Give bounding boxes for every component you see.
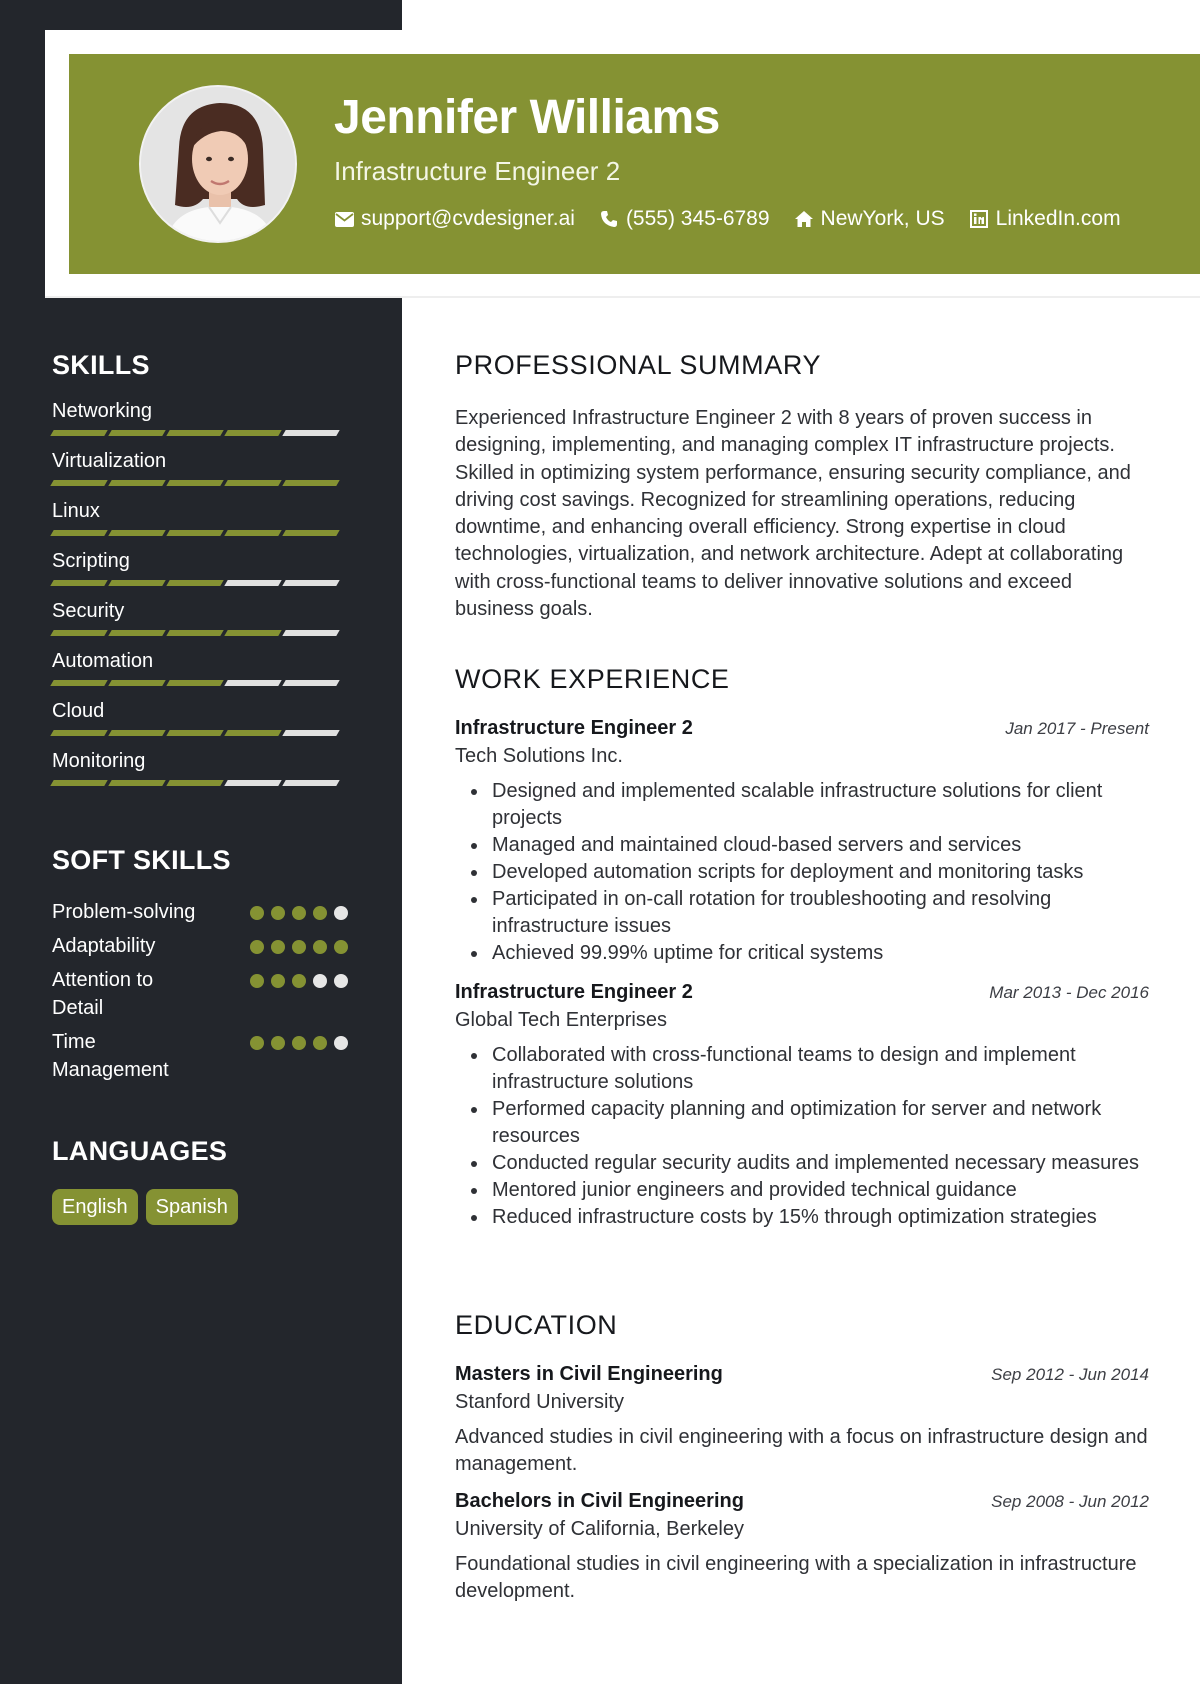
- skill-item: [52, 449, 348, 499]
- soft-skill-item: [52, 932, 348, 966]
- soft-skill-rating: [243, 940, 348, 954]
- candidate-title: Infrastructure Engineer 2: [334, 156, 621, 186]
- experience-section: [455, 664, 1149, 1231]
- list-item: Developed automation scripts for deployment and monitoring tasks: [455, 859, 1149, 886]
- entry-header: [455, 717, 1149, 740]
- rating-dot-filled: [334, 940, 348, 954]
- contact-location-text: NewYork, US: [820, 207, 945, 230]
- skill-item: [52, 499, 348, 549]
- skill-label: Linux: [52, 500, 100, 522]
- soft-skill-item: [52, 966, 348, 1028]
- summary-section: [455, 350, 1149, 623]
- skill-segment-filled: [50, 630, 107, 636]
- soft-skill-label: Problem-solving: [52, 901, 196, 923]
- skill-label: Automation: [52, 650, 154, 672]
- education-dates: Sep 2008 - Jun 2012: [991, 1492, 1149, 1511]
- skill-segment-filled: [224, 430, 281, 436]
- language-tags: [52, 1189, 348, 1225]
- skill-item: [52, 549, 348, 599]
- envelope-icon: [334, 209, 354, 229]
- contact-linkedin[interactable]: [969, 207, 1121, 231]
- skill-label: Cloud: [52, 700, 105, 722]
- languages-section: [52, 1136, 348, 1225]
- skill-label: Networking: [52, 400, 153, 422]
- contact-row: [334, 207, 1145, 231]
- list-item: Mentored junior engineers and provided technical guidance: [455, 1177, 1149, 1204]
- rating-dot-filled: [292, 974, 306, 988]
- contact-email-text: support@cvdesigner.ai: [361, 207, 575, 230]
- skill-segment-empty: [224, 780, 281, 786]
- skill-segment-filled: [108, 780, 165, 786]
- skill-segment-filled: [108, 530, 165, 536]
- candidate-name: Jennifer Williams: [334, 91, 720, 144]
- skill-segment-filled: [50, 530, 107, 536]
- skill-segment-filled: [224, 480, 281, 486]
- skill-item: [52, 749, 348, 799]
- rating-dot-filled: [313, 940, 327, 954]
- list-item: Conducted regular security audits and implemented necessary measures: [455, 1150, 1149, 1177]
- soft-skill-item: [52, 898, 348, 932]
- skill-level-bar: [52, 430, 348, 436]
- skill-segment-filled: [166, 780, 223, 786]
- job-bullets: [455, 778, 1149, 967]
- list-item: Managed and maintained cloud-based servers and services: [455, 832, 1149, 859]
- company-name: Tech Solutions Inc.: [455, 745, 623, 767]
- skill-segment-filled: [166, 680, 223, 686]
- rating-dot-filled: [271, 1036, 285, 1050]
- degree-title: Masters in Civil Engineering: [455, 1363, 723, 1385]
- skill-segment-filled: [224, 630, 281, 636]
- experience-heading: WORK EXPERIENCE: [455, 664, 730, 694]
- skill-label: Virtualization: [52, 450, 167, 472]
- skill-segment-filled: [166, 480, 223, 486]
- education-description: Foundational studies in civil engineering with a specialization in infrastructure development.: [455, 1553, 1137, 1602]
- skill-segment-filled: [50, 680, 107, 686]
- skill-level-bar: [52, 680, 348, 686]
- skill-segment-filled: [166, 530, 223, 536]
- rating-dot-filled: [292, 906, 306, 920]
- soft-skill-label: Time Management: [52, 1031, 169, 1081]
- languages-heading: LANGUAGES: [52, 1136, 228, 1166]
- skill-segment-filled: [224, 530, 281, 536]
- entry-header: [455, 981, 1149, 1004]
- skill-segment-filled: [108, 680, 165, 686]
- skill-level-bar: [52, 730, 348, 736]
- soft-skill-label: Adaptability: [52, 935, 156, 957]
- entry-header: [455, 1490, 1149, 1513]
- education-dates: Sep 2012 - Jun 2014: [991, 1365, 1149, 1384]
- job-title: Infrastructure Engineer 2: [455, 717, 693, 739]
- company-name: Global Tech Enterprises: [455, 1009, 667, 1031]
- skill-label: Security: [52, 600, 125, 622]
- skill-segment-filled: [108, 630, 165, 636]
- skill-level-bar: [52, 580, 348, 586]
- rating-dot-empty: [334, 1036, 348, 1050]
- contact-location: [794, 207, 945, 231]
- skill-segment-filled: [166, 730, 223, 736]
- rating-dot-filled: [250, 1036, 264, 1050]
- education-heading: EDUCATION: [455, 1310, 618, 1340]
- soft-skills-heading: SOFT SKILLS: [52, 845, 231, 875]
- contact-email[interactable]: [334, 207, 575, 231]
- skill-segment-empty: [282, 580, 339, 586]
- rating-dot-empty: [334, 906, 348, 920]
- rating-dot-filled: [250, 940, 264, 954]
- rating-dot-filled: [250, 906, 264, 920]
- list-item: Participated in on-call rotation for troubleshooting and resolving infrastructure issues: [455, 886, 1149, 940]
- phone-icon: [599, 209, 619, 229]
- soft-skills-section: [52, 845, 348, 1090]
- skill-segment-empty: [282, 730, 339, 736]
- skill-segment-filled: [108, 730, 165, 736]
- job-dates: Mar 2013 - Dec 2016: [989, 983, 1149, 1002]
- skill-segment-filled: [108, 580, 165, 586]
- school-name: University of California, Berkeley: [455, 1518, 744, 1540]
- soft-skill-item: [52, 1028, 348, 1090]
- skill-segment-empty: [282, 630, 339, 636]
- school-name: Stanford University: [455, 1391, 624, 1413]
- skill-segment-filled: [50, 780, 107, 786]
- education-entry: [455, 1490, 1149, 1605]
- skill-segment-filled: [224, 730, 281, 736]
- skill-segment-filled: [50, 480, 107, 486]
- rating-dot-empty: [334, 974, 348, 988]
- rating-dot-filled: [313, 1036, 327, 1050]
- list-item: Performed capacity planning and optimization for server and network resources: [455, 1096, 1149, 1150]
- skill-segment-empty: [224, 680, 281, 686]
- skill-segment-filled: [282, 480, 339, 486]
- skill-item: [52, 599, 348, 649]
- experience-entry: [455, 717, 1149, 967]
- skill-segment-filled: [166, 430, 223, 436]
- contact-phone[interactable]: [599, 207, 770, 231]
- language-tag: Spanish: [146, 1189, 238, 1225]
- rating-dot-filled: [271, 906, 285, 920]
- job-bullets: [455, 1042, 1149, 1231]
- skill-level-bar: [52, 480, 348, 486]
- rating-dot-empty: [313, 974, 327, 988]
- skill-label: Monitoring: [52, 750, 146, 772]
- education-entry: [455, 1363, 1149, 1478]
- experience-entry: [455, 981, 1149, 1231]
- job-dates: Jan 2017 - Present: [1005, 719, 1149, 738]
- skill-segment-filled: [166, 630, 223, 636]
- list-item: Designed and implemented scalable infrastructure solutions for client projects: [455, 778, 1149, 832]
- degree-title: Bachelors in Civil Engineering: [455, 1490, 744, 1512]
- soft-skill-rating: [243, 906, 348, 920]
- skill-level-bar: [52, 530, 348, 536]
- entry-header: [455, 1363, 1149, 1386]
- soft-skill-label: Attention to Detail: [52, 969, 154, 1019]
- skill-segment-filled: [282, 530, 339, 536]
- skill-segment-filled: [108, 480, 165, 486]
- summary-heading: PROFESSIONAL SUMMARY: [455, 350, 822, 380]
- skills-heading: SKILLS: [52, 350, 150, 380]
- soft-skill-rating: [243, 974, 348, 988]
- skills-list: [52, 399, 348, 799]
- skill-segment-filled: [50, 730, 107, 736]
- contact-phone-text: (555) 345-6789: [625, 207, 770, 230]
- skill-segment-empty: [224, 580, 281, 586]
- skill-segment-filled: [50, 430, 107, 436]
- education-section: [455, 1310, 1149, 1605]
- skill-level-bar: [52, 780, 348, 786]
- skill-item: [52, 399, 348, 449]
- job-title: Infrastructure Engineer 2: [455, 981, 693, 1003]
- soft-skills-list: [52, 898, 348, 1090]
- list-item: Collaborated with cross-functional teams to design and implement infrastructure solutions: [455, 1042, 1149, 1096]
- profile-photo: [141, 87, 297, 243]
- skill-item: [52, 699, 348, 749]
- skill-level-bar: [52, 630, 348, 636]
- skill-label: Scripting: [52, 550, 130, 572]
- skill-segment-empty: [282, 680, 339, 686]
- skill-segment-empty: [282, 780, 339, 786]
- contact-linkedin-text: LinkedIn.com: [995, 207, 1121, 230]
- rating-dot-filled: [271, 974, 285, 988]
- rating-dot-filled: [292, 1036, 306, 1050]
- rating-dot-filled: [271, 940, 285, 954]
- skill-segment-filled: [50, 580, 107, 586]
- skill-segment-filled: [108, 430, 165, 436]
- education-description: Advanced studies in civil engineering with a focus on infrastructure design and management.: [455, 1426, 1148, 1475]
- avatar: [139, 85, 297, 243]
- rating-dot-filled: [292, 940, 306, 954]
- list-item: Achieved 99.99% uptime for critical systems: [455, 940, 1149, 967]
- skill-segment-filled: [166, 580, 223, 586]
- list-item: Reduced infrastructure costs by 15% through optimization strategies: [455, 1204, 1149, 1231]
- skill-segment-empty: [282, 430, 339, 436]
- rating-dot-filled: [313, 906, 327, 920]
- home-icon: [794, 209, 814, 229]
- linkedin-icon: [969, 209, 989, 229]
- skills-section: [52, 350, 348, 799]
- language-tag: English: [52, 1189, 138, 1225]
- soft-skill-rating: [243, 1036, 348, 1050]
- summary-text: Experienced Infrastructure Engineer 2 with 8 years of proven success in designing, implementing, and managing complex IT infrastructure projects. Skilled in optimizing system performance, ensuring security compliance, and driving cost savings. Recognized for streamlining operations, reducing downtime, and enhancing overall efficiency. Strong expertise in cloud technologies, virtualization, and network architecture. Adept at collaborating with cross-functional teams to deliver innovative solutions and exceed business goals.: [455, 407, 1131, 621]
- skill-item: [52, 649, 348, 699]
- rating-dot-filled: [250, 974, 264, 988]
